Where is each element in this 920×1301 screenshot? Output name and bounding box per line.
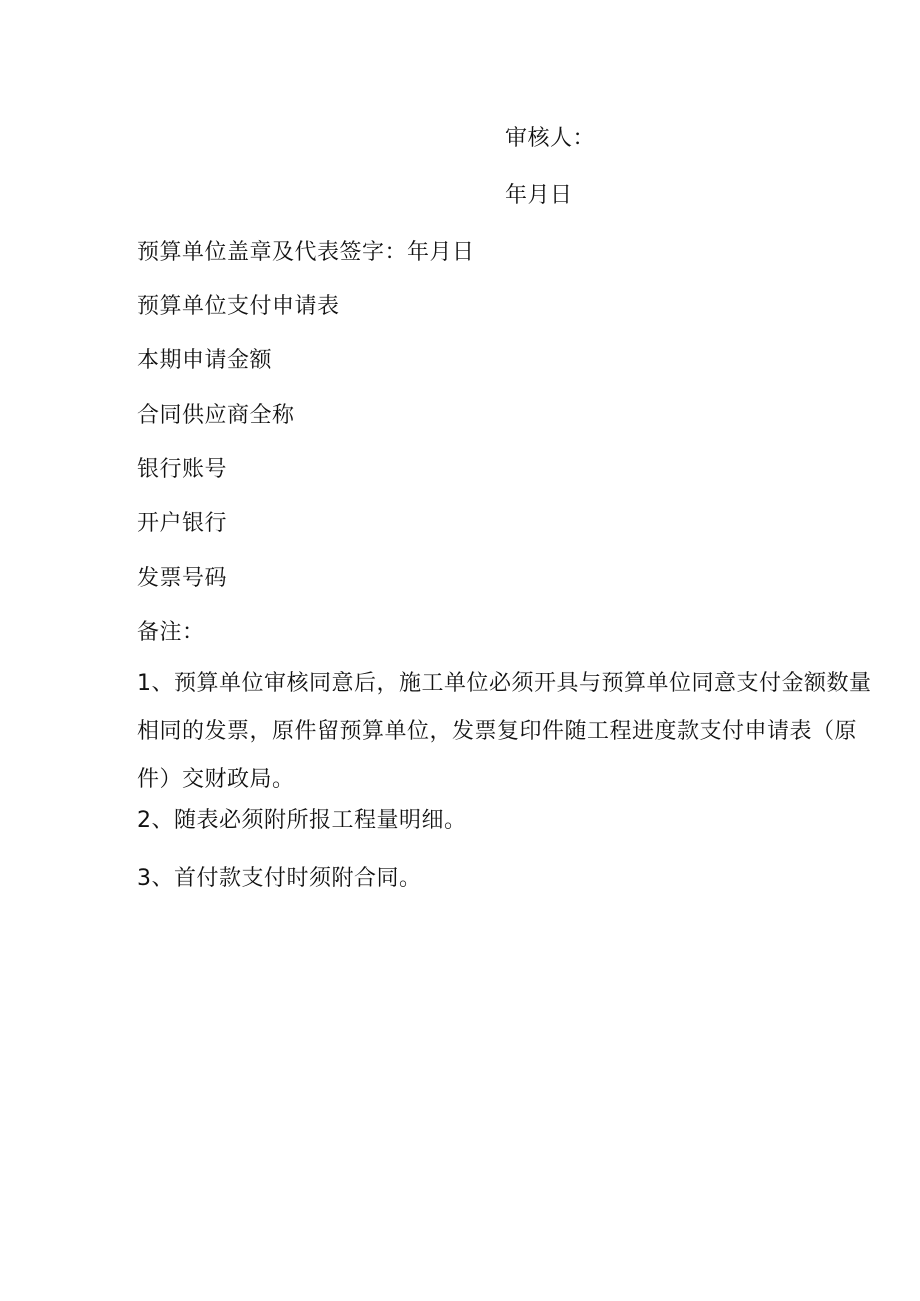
reviewer-date: 年月日 [505,183,573,208]
reviewer-label: 审核人： [505,126,596,151]
remark-item-3: 3、首付款支付时须附合同。 [137,866,422,891]
field-bank-account: 银行账号 [137,457,228,482]
remark-item-1: 1、预算单位审核同意后，施工单位必须开具与预算单位同意支付金额数量相同的发票，原件留预算单位，发票复印件随工程进度款支付申请表（原件）交财政局。 [137,671,872,792]
field-application-amount: 本期申请金额 [137,348,273,373]
field-invoice-number: 发票号码 [137,566,228,591]
form-title: 预算单位支付申请表 [137,294,340,319]
unit-seal-signature-label: 预算单位盖章及代表签字：年月日 [137,240,475,265]
field-supplier-name: 合同供应商全称 [137,403,295,428]
field-opening-bank: 开户银行 [137,511,228,536]
remark-item-2: 2、随表必须附所报工程量明细。 [137,808,467,833]
remarks-label: 备注： [137,620,205,645]
